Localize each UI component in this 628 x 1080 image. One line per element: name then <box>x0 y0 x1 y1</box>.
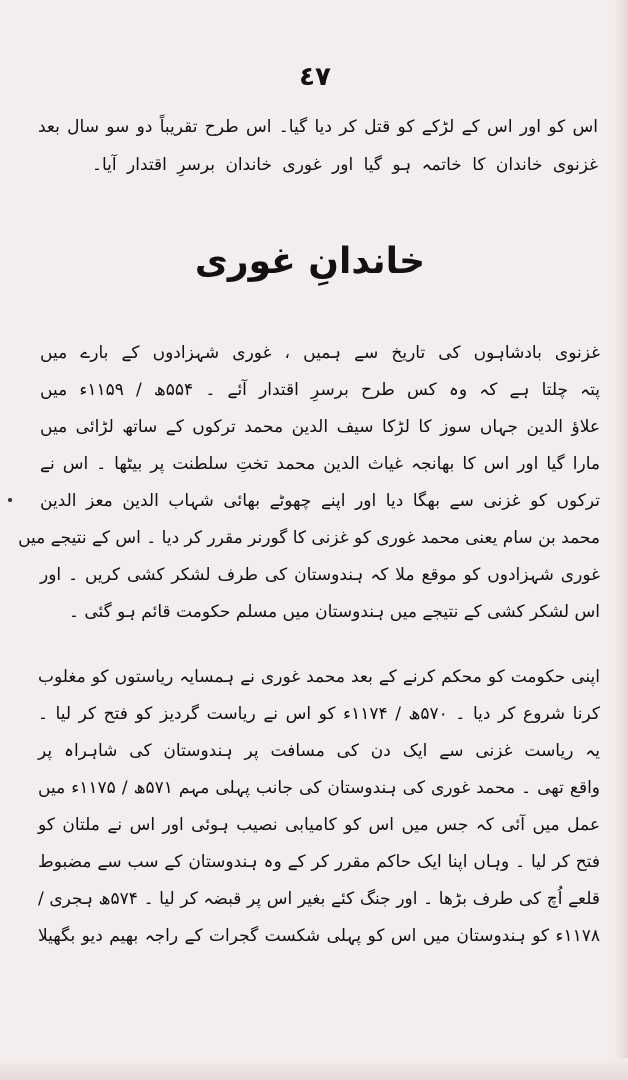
body-line: علاؤ الدین جہاں سوز کا لڑکا سیف الدین محمد ترکوں کے ساتھ لڑائی میں <box>40 417 600 437</box>
body-line: ترکوں کو غزنی سے بھگا دیا اور اپنے چھوٹے بھائی شہاب الدین معز الدین <box>40 491 600 511</box>
body-line: قلعے اُچ کی طرف بڑھا ۔ اور جنگ کئے بغیر اس پر قبضہ کر لیا ۔ ۵۷۴ھ ہجری / <box>38 889 600 909</box>
body-line: مارا گیا اور اس کا بھانجہ غیاث الدین محمد تختِ سلطنت پر بیٹھا ۔ اس نے <box>40 454 600 474</box>
ink-speck <box>8 498 12 502</box>
intro-line: غزنوی خاندان کا خاتمہ ہو گیا اور غوری خاندان برسرِ اقتدار آیا۔ <box>92 155 598 175</box>
section-heading: خاندانِ غوری <box>194 241 426 282</box>
body-line: ۱۱۷۸ء کو ہندوستان میں اس کو پہلی شکست گجرات کے راجہ بھیم دیو بگھیلا <box>38 926 600 946</box>
page-bottom-shadow <box>0 1058 628 1080</box>
body-line: محمد بن سام یعنی محمد غوری کو غزنی کا گورنر مقرر کر دیا ۔ اس کے نتیجے میں <box>18 528 600 548</box>
page-edge-shadow <box>614 0 628 1080</box>
body-line: اپنی حکومت کو محکم کرنے کے بعد محمد غوری نے ہمسایہ ریاستوں کو مغلوب <box>38 667 600 687</box>
body-line: پتہ چلتا ہے کہ وہ کس طرح برسرِ اقتدار آئے ۔ ۵۵۴ھ / ۱۱۵۹ء میں <box>40 380 600 400</box>
body-line: یہ ریاست غزنی سے ایک دن کی مسافت پر ہندوستان کی شاہراہ پر <box>38 741 600 761</box>
body-line: عمل میں آئی کہ جس میں اس کو کامیابی نصیب ہوئی اور اس نے ملتان کو <box>38 815 600 835</box>
body-line: غوری شہزادوں کو موقع ملا کہ ہندوستان کی طرف لشکر کشی کریں ۔ اور <box>40 565 600 585</box>
body-line: فتح کر لیا ۔ وہاں اپنا ایک حاکم مقرر کر کے وہ ہندوستان کے سب سے مضبوط <box>38 852 600 872</box>
intro-line: اس کو اور اس کے لڑکے کو قتل کر دیا گیا۔ اس طرح تقریباً دو سو سال بعد <box>38 117 598 137</box>
body-line: واقع تھی ۔ محمد غوری کی ہندوستان کی جانب پہلی مہم ۵۷۱ھ / ۱۱۷۵ء میں <box>38 778 601 798</box>
page-number: ٤٧ <box>299 62 331 92</box>
body-line: اس لشکر کشی کے نتیجے میں ہندوستان میں مسلم حکومت قائم ہو گئی ۔ <box>68 602 600 622</box>
body-line: غزنوی بادشاہوں کی تاریخ سے ہمیں ، غوری شہزادوں کے بارے میں <box>40 343 600 363</box>
body-line: کرنا شروع کر دیا ۔ ۵۷۰ھ / ۱۱۷۴ء کو اس نے ریاست گردیز کو فتح کر لیا ۔ <box>38 704 600 724</box>
